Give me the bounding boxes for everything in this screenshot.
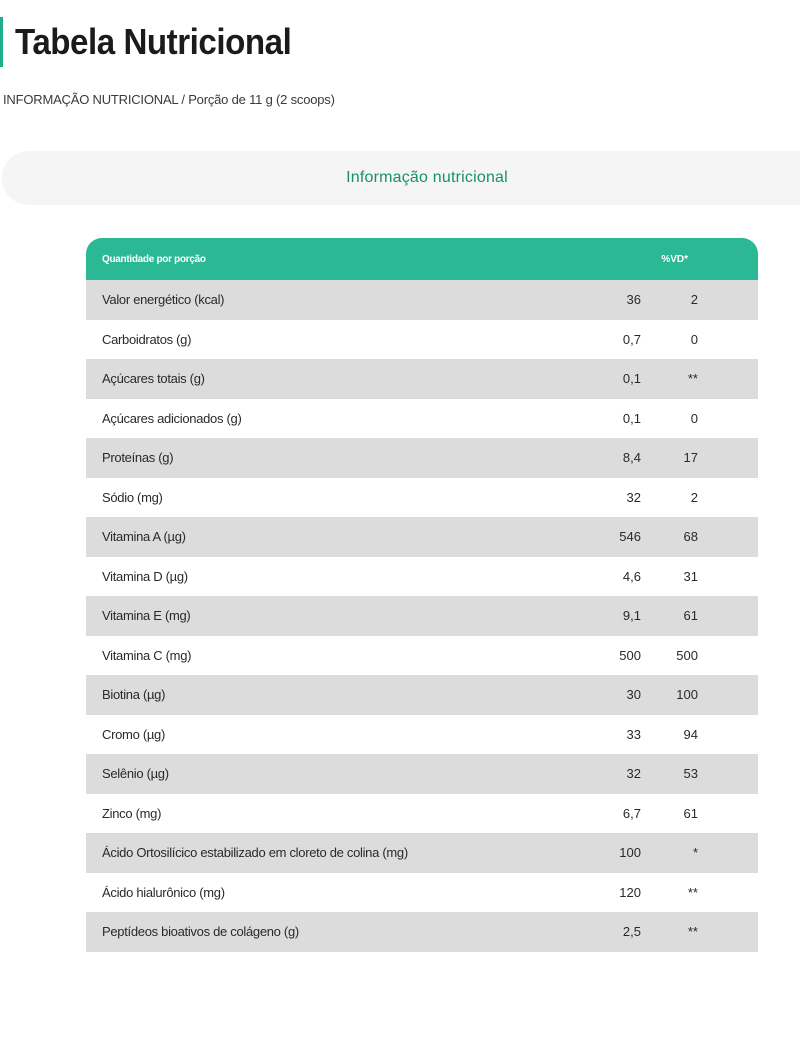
nutrient-name: Vitamina A (µg) (102, 529, 186, 545)
nutrient-vd: 53 (683, 766, 698, 782)
nutrient-vd: 2 (690, 292, 698, 308)
nutrient-name: Cromo (µg) (102, 726, 165, 742)
table-row (86, 754, 758, 794)
table-row (86, 438, 758, 478)
header-vd: %VD* (661, 253, 688, 265)
nutrition-table (86, 238, 758, 952)
table-row (86, 517, 758, 557)
nutrient-vd: 100 (676, 687, 698, 703)
nutrient-quantity: 2,5 (622, 924, 641, 940)
table-row (86, 320, 758, 360)
table-row (86, 912, 758, 952)
nutrient-name: Sódio (mg) (102, 489, 163, 505)
portion-subtitle: INFORMAÇÃO NUTRICIONAL / Porção de 11 g (2 scoops) (3, 92, 335, 107)
nutrient-vd: ** (687, 884, 698, 900)
table-row (86, 596, 758, 636)
table-row (86, 399, 758, 439)
nutrient-quantity: 32 (626, 766, 641, 782)
nutrient-name: Vitamina D (µg) (102, 568, 188, 584)
nutrient-vd: * (692, 845, 698, 861)
nutrient-vd: 500 (676, 647, 698, 663)
header-portion-quantity: Quantidade por porção (102, 253, 206, 265)
nutrient-name: Açúcares totais (g) (102, 371, 205, 387)
nutrient-vd: ** (687, 371, 698, 387)
accordion-label: Informação nutricional (346, 169, 508, 186)
nutrition-info-accordion[interactable] (2, 151, 800, 205)
nutrient-name: Carboidratos (g) (102, 331, 192, 347)
table-row (86, 675, 758, 715)
nutrient-name: Proteínas (g) (102, 450, 174, 466)
page-title: Tabela Nutricional (15, 21, 292, 62)
table-row (86, 280, 758, 320)
nutrient-quantity: 8,4 (622, 450, 641, 466)
nutrient-quantity: 0,7 (622, 331, 641, 347)
nutrient-vd: ** (687, 924, 698, 940)
table-row (86, 794, 758, 834)
nutrient-name: Açúcares adicionados (g) (102, 410, 242, 426)
title-accent-bar (0, 17, 3, 67)
nutrient-name: Ácido Ortosilícico estabilizado em cloreto de colina (mg) (102, 845, 408, 861)
nutrient-name: Vitamina C (mg) (102, 647, 192, 663)
nutrient-name: Selênio (µg) (102, 766, 169, 782)
nutrient-name: Biotina (µg) (102, 687, 166, 703)
nutrient-quantity: 30 (626, 687, 641, 703)
nutrient-vd: 2 (690, 489, 698, 505)
nutrient-quantity: 32 (626, 489, 641, 505)
nutrient-name: Peptídeos bioativos de colágeno (g) (102, 924, 299, 940)
table-row (86, 873, 758, 913)
nutrient-vd: 17 (683, 450, 698, 466)
nutrient-quantity: 9,1 (622, 608, 641, 624)
nutrient-quantity: 0,1 (622, 371, 641, 387)
nutrient-vd: 31 (683, 568, 698, 584)
table-row (86, 478, 758, 518)
nutrient-vd: 0 (690, 410, 698, 426)
nutrient-quantity: 33 (626, 726, 641, 742)
table-body (86, 280, 758, 952)
nutrient-quantity: 36 (626, 292, 641, 308)
nutrient-name: Ácido hialurônico (mg) (102, 884, 225, 900)
nutrient-vd: 68 (683, 529, 698, 545)
page-title-block (0, 16, 315, 68)
nutrient-quantity: 4,6 (622, 568, 641, 584)
nutrient-name: Valor energético (kcal) (102, 292, 225, 308)
nutrient-name: Vitamina E (mg) (102, 608, 191, 624)
nutrient-name: Zinco (mg) (102, 805, 162, 821)
nutrient-quantity: 6,7 (622, 805, 641, 821)
nutrient-vd: 61 (683, 805, 698, 821)
nutrient-vd: 61 (683, 608, 698, 624)
nutrient-vd: 94 (683, 726, 698, 742)
table-header (86, 238, 758, 280)
table-row (86, 557, 758, 597)
table-row (86, 636, 758, 676)
nutrient-vd: 0 (690, 331, 698, 347)
nutrient-quantity: 120 (619, 884, 641, 900)
nutrient-quantity: 0,1 (622, 410, 641, 426)
table-row (86, 359, 758, 399)
nutrient-quantity: 500 (619, 647, 641, 663)
nutrient-quantity: 546 (619, 529, 641, 545)
table-row (86, 715, 758, 755)
nutrient-quantity: 100 (619, 845, 641, 861)
table-row (86, 833, 758, 873)
